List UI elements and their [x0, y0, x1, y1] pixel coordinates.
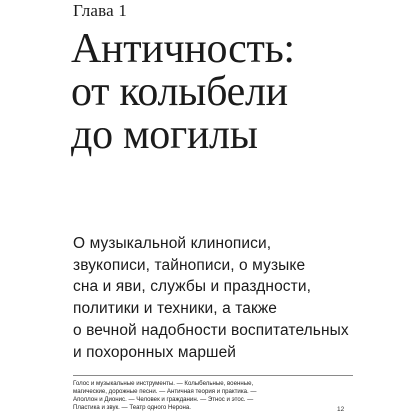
lead-line: политики и техники, а также: [73, 300, 278, 318]
page-number: 12: [337, 406, 345, 413]
lead-line: и похоронных маршей: [73, 343, 237, 361]
lead-line: о вечной надобности воспитательных: [73, 321, 349, 339]
contents-line: Аполлон и Дионис. — Человек и гражданин. — Этнос и этос. —: [73, 396, 254, 404]
contents-line: Пластика и звук. — Театр одного Нерона.: [73, 404, 191, 412]
chapter-contents: [73, 380, 257, 412]
chapter-title: [71, 28, 295, 157]
chapter-label: Глава 1: [73, 1, 128, 20]
chapter-title-line: Античность:: [71, 26, 295, 72]
chapter-title-line: до могилы: [71, 112, 258, 158]
chapter-lead: [73, 233, 349, 363]
lead-line: О музыкальной клинописи,: [73, 235, 272, 252]
contents-divider: [73, 375, 353, 376]
contents-line: магические, дорожные песни. — Античная теория и практика. —: [73, 388, 257, 396]
lead-line: сна и яви, службы и праздности,: [73, 278, 312, 296]
lead-line: звукописи, тайнописи, о музыке: [73, 256, 306, 274]
contents-line: Голос и музыкальные инструменты. — Колыбельные, военные,: [73, 380, 254, 387]
chapter-title-line: от колыбели: [71, 69, 288, 115]
